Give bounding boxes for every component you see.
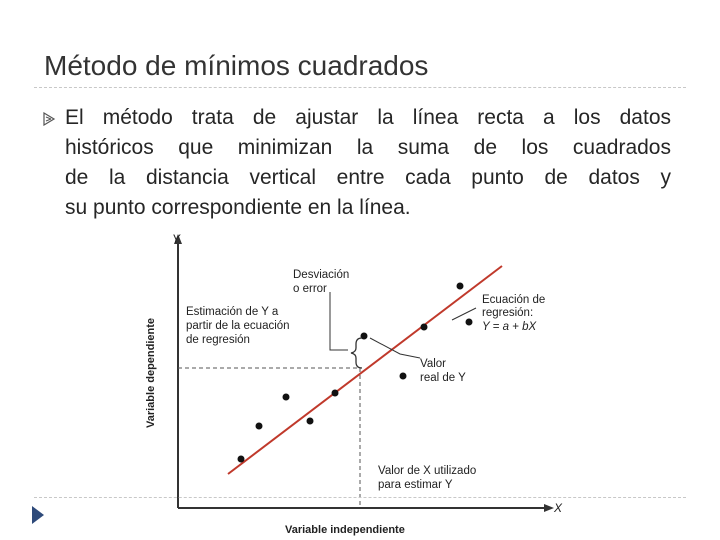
bullet-line: su punto correspondiente en la línea.	[65, 196, 411, 219]
valor-real-label	[420, 358, 466, 384]
estimacion-line: partir de la ecuación	[186, 320, 290, 332]
x-axis-arrow-icon	[544, 504, 554, 512]
regression-line	[228, 266, 502, 474]
data-point	[238, 456, 245, 463]
data-point	[400, 373, 407, 380]
bullet-line: de la distancia vertical entre cada punto de datos y	[65, 166, 671, 189]
bullet-line: El método trata de ajustar la línea recta a los datos	[65, 106, 671, 129]
ecuacion-formula: Y = a + bX	[482, 321, 537, 333]
data-point	[307, 418, 314, 425]
data-point	[466, 319, 473, 326]
footer-divider	[34, 497, 686, 498]
bullet-arrow-icon	[42, 112, 56, 126]
valor-x-label	[378, 465, 479, 491]
data-point	[421, 324, 428, 331]
desviacion-label	[293, 269, 352, 295]
estimacion-line: Estimación de Y a	[186, 306, 279, 318]
deviation-brace	[351, 338, 362, 368]
next-slide-arrow-icon[interactable]	[30, 504, 46, 526]
estimacion-line: de regresión	[186, 334, 250, 346]
desviacion-leader	[330, 292, 348, 350]
slide-title: Método de mínimos cuadrados	[44, 50, 429, 81]
ecuacion-leader	[452, 308, 476, 320]
x-axis-letter: X	[554, 501, 563, 515]
data-point	[256, 423, 263, 430]
title-divider	[34, 87, 686, 88]
desviacion-line: o error	[293, 283, 327, 295]
ecuacion-label	[482, 294, 549, 333]
bullet-text	[65, 103, 671, 223]
ecuacion-line: regresión:	[482, 307, 534, 319]
valor-x-line: Valor de X utilizado	[378, 465, 477, 477]
ecuacion-line: Ecuación de	[482, 294, 546, 306]
valor-x-line: para estimar Y	[378, 479, 453, 491]
data-point	[332, 390, 339, 397]
estimacion-label	[186, 306, 293, 346]
regression-diagram	[130, 228, 590, 540]
valor-real-line: Valor	[420, 358, 446, 370]
y-axis-label: Variable dependiente	[145, 317, 157, 428]
data-point	[283, 394, 290, 401]
desviacion-line: Desviación	[293, 269, 350, 281]
x-axis-label: Variable independiente	[285, 524, 405, 536]
data-point	[457, 283, 464, 290]
bullet-line: históricos que minimizan la suma de los cuadrados	[65, 136, 671, 159]
valor-real-line: real de Y	[420, 372, 466, 384]
y-axis-letter: Y	[172, 232, 181, 246]
